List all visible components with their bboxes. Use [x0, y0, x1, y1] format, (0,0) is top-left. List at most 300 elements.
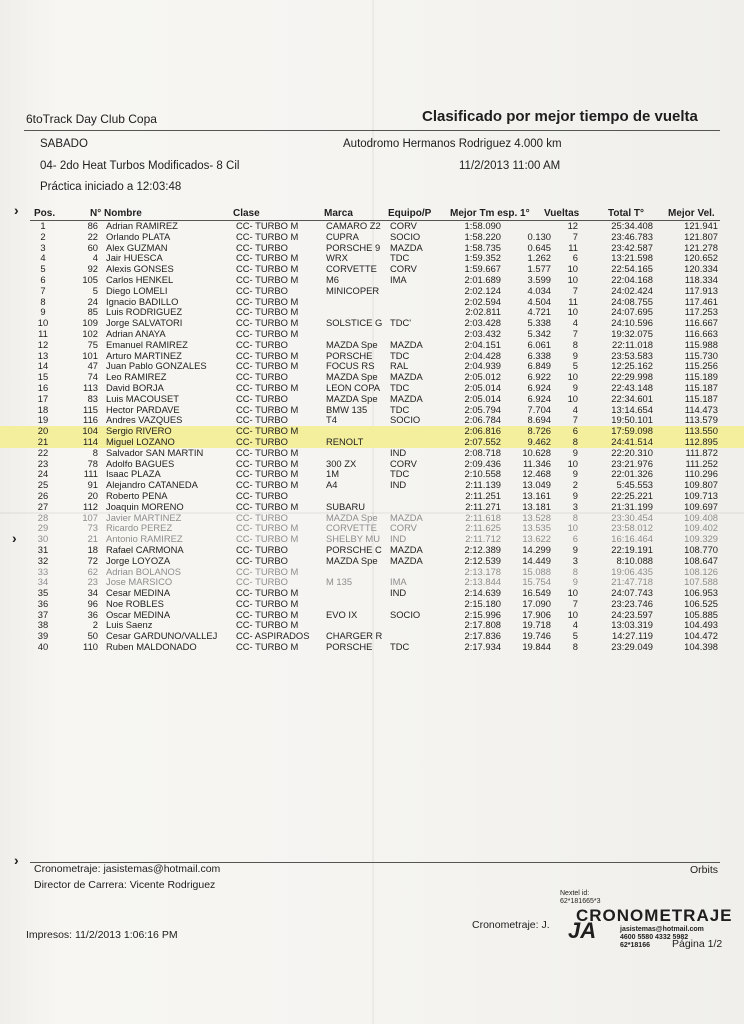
- cell-num: 105: [82, 274, 98, 285]
- cell-num: 78: [87, 458, 98, 469]
- cell-best: 2:09.436: [464, 458, 501, 469]
- cell-gap: 15.754: [522, 577, 551, 588]
- cell-pos: 9: [40, 307, 46, 318]
- cell-clase: CC- ASPIRADOS: [236, 631, 310, 642]
- cell-num: 22: [87, 231, 98, 242]
- cell-laps: 8: [572, 642, 578, 653]
- cell-clase: CC- TURBO M: [236, 328, 299, 339]
- cell-vel: 110.296: [684, 469, 718, 480]
- cell-total: 21:47.718: [611, 577, 653, 588]
- nextel-label: Nextel id:: [560, 890, 590, 897]
- cell-total: 13:14.654: [611, 404, 653, 415]
- cell-vel: 116.663: [684, 328, 718, 339]
- table-row: [0, 351, 744, 362]
- cell-name: Adolfo BAGUES: [106, 458, 175, 469]
- cell-num: 34: [87, 588, 98, 599]
- cell-best: 1:59.667: [464, 264, 501, 275]
- cell-marca: MINICOPER: [326, 285, 380, 296]
- table-row: [0, 599, 744, 610]
- cell-laps: 10: [567, 372, 578, 383]
- cell-total: 16:16.464: [611, 534, 653, 545]
- table-row: [0, 297, 744, 308]
- cell-total: 21:31.199: [611, 501, 653, 512]
- cell-num: 5: [92, 285, 98, 296]
- cell-num: 21: [87, 534, 98, 545]
- table-row: [0, 610, 744, 621]
- cell-num: 111: [83, 469, 98, 480]
- cell-name: Adrian RAMIREZ: [106, 221, 178, 231]
- cell-equipo: MAZDA: [390, 544, 423, 555]
- table-row: [0, 405, 744, 416]
- cell-gap: 0.130: [527, 231, 551, 242]
- table-row: [0, 588, 744, 599]
- cell-vel: 108.647: [684, 555, 718, 566]
- cell-num: 2: [92, 620, 98, 631]
- cell-num: 83: [87, 393, 98, 404]
- cell-name: Carlos HENKEL: [106, 274, 174, 285]
- table-row: [0, 577, 744, 588]
- table-row: [0, 534, 744, 545]
- cell-laps: 12: [567, 221, 578, 231]
- col-num-name: N° Nombre: [90, 208, 142, 219]
- cell-pos: 19: [37, 415, 49, 426]
- table-row: [0, 491, 744, 502]
- cell-pos: 25: [37, 480, 49, 491]
- cell-total: 24:41.514: [611, 436, 653, 447]
- cell-vel: 120.652: [684, 253, 718, 264]
- cell-vel: 104.493: [684, 620, 718, 631]
- cell-clase: CC- TURBO M: [236, 361, 299, 372]
- cell-name: Miguel LOZANO: [106, 436, 175, 447]
- cell-equipo: TDC: [390, 469, 410, 480]
- cell-vel: 113.579: [684, 415, 718, 426]
- cell-total: 25:34.408: [611, 221, 653, 231]
- cell-total: 14:27.119: [611, 631, 653, 642]
- cell-best: 2:12.539: [464, 555, 501, 566]
- cell-laps: 8: [572, 566, 578, 577]
- cell-total: 22:34.601: [611, 393, 653, 404]
- cell-marca: M 135: [326, 577, 353, 588]
- cell-total: 8:10.088: [616, 555, 653, 566]
- cell-vel: 115.187: [684, 393, 718, 404]
- cell-vel: 104.398: [684, 642, 718, 653]
- cell-pos: 35: [37, 588, 49, 599]
- cell-clase: CC- TURBO M: [236, 253, 299, 264]
- cell-marca: PORSCHE: [326, 642, 373, 653]
- cell-total: 22:29.998: [611, 372, 653, 383]
- cell-gap: 12.468: [522, 469, 551, 480]
- cell-num: 113: [83, 382, 98, 393]
- cell-laps: 8: [572, 339, 578, 350]
- cell-marca: PORSCHE C: [326, 544, 382, 555]
- cell-num: 24: [87, 296, 98, 307]
- table-row: [0, 221, 744, 232]
- cell-total: 22:25.221: [611, 490, 653, 501]
- cell-best: 2:12.389: [464, 544, 501, 555]
- cell-total: 22:01.326: [611, 469, 653, 480]
- cell-num: 4: [92, 253, 98, 264]
- stamp-id: 62*18166: [620, 942, 650, 949]
- cell-pos: 17: [37, 393, 49, 404]
- cell-best: 2:13.178: [464, 566, 501, 577]
- cell-marca: CHARGER R: [326, 631, 383, 642]
- cell-marca: SHELBY MU: [326, 534, 381, 545]
- cell-total: 19:50.101: [611, 415, 653, 426]
- cell-pos: 40: [37, 642, 49, 653]
- cell-clase: CC- TURBO M: [236, 447, 299, 458]
- cell-pos: 34: [37, 577, 49, 588]
- table-row: [0, 567, 744, 578]
- cell-best: 2:08.718: [464, 447, 501, 458]
- cell-name: Ruben MALDONADO: [106, 642, 197, 653]
- cell-num: 92: [87, 264, 98, 275]
- cell-name: Jose MARSICO: [106, 577, 173, 588]
- cell-vel: 111.872: [685, 447, 718, 458]
- cell-laps: 10: [567, 264, 578, 275]
- cell-best: 2:02.594: [464, 296, 501, 307]
- report-title: Clasificado por mejor tiempo de vuelta: [422, 108, 698, 125]
- cell-num: 74: [87, 372, 98, 383]
- cell-total: 5:45.553: [616, 480, 653, 491]
- table-row: [0, 620, 744, 631]
- pen-mark: ›: [12, 530, 17, 546]
- cell-equipo: MAZDA: [390, 242, 423, 253]
- cell-equipo: CORV: [390, 264, 417, 275]
- cell-laps: 9: [572, 447, 578, 458]
- table-row: [0, 329, 744, 340]
- table-row: [0, 502, 744, 513]
- cell-equipo: TDC: [390, 350, 410, 361]
- cell-gap: 13.528: [522, 512, 551, 523]
- cell-gap: 1.577: [527, 264, 551, 275]
- cell-total: 13:03.319: [611, 620, 653, 631]
- table-row: [0, 513, 744, 524]
- cell-total: 24:07.695: [611, 307, 653, 318]
- cell-gap: 19.746: [522, 631, 551, 642]
- cell-pos: 21: [37, 436, 49, 447]
- table-row: [0, 318, 744, 329]
- page-number: Página 1/2: [672, 938, 723, 950]
- cell-marca: LEON COPA: [326, 382, 381, 393]
- cell-vel: 115.988: [684, 339, 718, 350]
- cell-name: Oscar MEDINA: [106, 609, 171, 620]
- cell-gap: 9.462: [527, 436, 551, 447]
- cell-pos: 11: [38, 328, 48, 339]
- cell-clase: CC- TURBO: [236, 490, 288, 501]
- cell-gap: 7.704: [527, 404, 551, 415]
- cell-name: Alex GUZMAN: [106, 242, 168, 253]
- cell-best: 2:06.784: [464, 415, 501, 426]
- cell-clase: CC- TURBO M: [236, 480, 299, 491]
- cell-pos: 39: [37, 631, 49, 642]
- cell-best: 1:58.220: [464, 231, 501, 242]
- cell-num: 102: [82, 328, 98, 339]
- cell-best: 2:07.552: [464, 436, 501, 447]
- col-marca: Marca: [324, 208, 353, 219]
- cell-equipo: TDC: [390, 642, 410, 653]
- cell-name: Salvador SAN MARTIN: [106, 447, 204, 458]
- cell-name: Adrian BOLANOS: [106, 566, 182, 577]
- cell-num: 18: [87, 544, 98, 555]
- cell-num: 96: [87, 598, 98, 609]
- cell-vel: 112.895: [684, 436, 718, 447]
- cell-gap: 13.535: [522, 523, 551, 534]
- cell-pos: 7: [40, 285, 46, 296]
- cell-laps: 11: [568, 242, 578, 253]
- cell-marca: A4: [326, 480, 338, 491]
- cell-name: Jorge SALVATORI: [106, 318, 183, 329]
- cell-vel: 106.525: [684, 598, 718, 609]
- cell-pos: 29: [37, 523, 49, 534]
- cell-best: 2:15.996: [464, 609, 501, 620]
- cell-pos: 10: [37, 318, 49, 329]
- cell-laps: 7: [572, 231, 578, 242]
- cell-equipo: CORV: [390, 458, 417, 469]
- cell-gap: 10.628: [522, 447, 551, 458]
- cell-laps: 3: [572, 501, 578, 512]
- cell-gap: 4.721: [527, 307, 551, 318]
- cell-gap: 5.338: [527, 318, 551, 329]
- cell-best: 1:59.352: [464, 253, 501, 264]
- cell-equipo: TDC': [390, 318, 412, 329]
- cell-equipo: IND: [390, 534, 407, 545]
- cell-equipo: MAZDA: [390, 393, 423, 404]
- cell-marca: EVO IX: [326, 609, 358, 620]
- cell-pos: 37: [37, 609, 49, 620]
- cell-equipo: IMA: [390, 274, 407, 285]
- cell-vel: 108.126: [684, 566, 718, 577]
- cell-num: 36: [87, 609, 98, 620]
- header-divider: [24, 130, 720, 131]
- cell-gap: 6.924: [527, 382, 551, 393]
- cell-pos: 5: [40, 264, 46, 275]
- cell-num: 60: [87, 242, 98, 253]
- cell-vel: 117.461: [684, 296, 718, 307]
- cell-total: 17:59.098: [611, 426, 653, 437]
- cell-equipo: MAZDA: [390, 339, 423, 350]
- practice-start: Práctica iniciado a 12:03:48: [40, 181, 182, 193]
- cell-marca: FOCUS RS: [326, 361, 375, 372]
- cell-vel: 107.588: [684, 577, 718, 588]
- cell-vel: 109.807: [684, 480, 718, 491]
- cell-equipo: IND: [390, 480, 407, 491]
- table-row: [0, 264, 744, 275]
- cell-clase: CC- TURBO M: [236, 318, 299, 329]
- cell-vel: 121.807: [684, 231, 718, 242]
- cell-marca: 300 ZX: [326, 458, 357, 469]
- cell-gap: 6.849: [527, 361, 551, 372]
- cell-total: 23:29.049: [611, 642, 653, 653]
- cell-equipo: IMA: [390, 577, 407, 588]
- cell-clase: CC- TURBO M: [236, 458, 299, 469]
- col-total: Total T°: [608, 208, 645, 219]
- cell-vel: 105.885: [684, 609, 718, 620]
- cell-pos: 26: [37, 490, 49, 501]
- cell-clase: CC- TURBO: [236, 555, 288, 566]
- cell-name: Cesar MEDINA: [106, 588, 171, 599]
- cell-clase: CC- TURBO M: [236, 426, 299, 437]
- cell-marca: SOLSTICE G: [326, 318, 383, 329]
- cell-pos: 28: [37, 512, 49, 523]
- cell-marca: RENOLT: [326, 436, 364, 447]
- col-laps: Vueltas: [544, 208, 580, 219]
- cell-best: 2:11.139: [465, 480, 501, 491]
- cell-gap: 4.034: [527, 285, 551, 296]
- table-row: [0, 480, 744, 491]
- cell-marca: CORVETTE: [326, 264, 377, 275]
- cell-pos: 18: [37, 404, 49, 415]
- table-row: [0, 340, 744, 351]
- cell-total: 19:32.075: [611, 328, 653, 339]
- cell-laps: 4: [572, 404, 578, 415]
- cell-num: 112: [83, 501, 98, 512]
- cell-marca: SUBARU: [326, 501, 366, 512]
- col-pos: Pos.: [34, 208, 56, 219]
- table-row: [0, 642, 744, 653]
- table-row: [0, 415, 744, 426]
- stamp-initials: JA: [568, 918, 597, 943]
- cell-clase: CC- TURBO: [236, 285, 288, 296]
- cell-clase: CC- TURBO M: [236, 221, 299, 231]
- cell-clase: CC- TURBO: [236, 339, 288, 350]
- cell-gap: 17.090: [522, 598, 551, 609]
- cell-gap: 19.718: [522, 620, 551, 631]
- cell-pos: 38: [37, 620, 49, 631]
- cell-laps: 7: [572, 285, 578, 296]
- table-row: [0, 275, 744, 286]
- table-row: [0, 253, 744, 264]
- cell-name: Luis MACOUSET: [106, 393, 179, 404]
- cell-total: 23:42.587: [611, 242, 653, 253]
- cell-name: Luis Saenz: [106, 620, 153, 631]
- table-row: [0, 469, 744, 480]
- cell-total: 22:54.165: [611, 264, 653, 275]
- cell-laps: 7: [572, 415, 578, 426]
- cell-best: 2:11.618: [465, 512, 501, 523]
- cell-total: 12:25.162: [611, 361, 653, 372]
- table-row: [0, 631, 744, 642]
- cell-equipo: TDC: [390, 253, 410, 264]
- cell-num: 75: [87, 339, 98, 350]
- cell-clase: CC- TURBO: [236, 242, 288, 253]
- cell-name: Sergio RIVERO: [106, 426, 172, 437]
- cell-marca: MAZDA Spe: [326, 339, 378, 350]
- cell-name: Orlando PLATA: [106, 231, 171, 242]
- cell-num: 91: [87, 480, 98, 491]
- col-clase: Clase: [233, 208, 260, 219]
- cell-laps: 3: [572, 555, 578, 566]
- cell-name: Diego LOMELI: [106, 285, 168, 296]
- col-equipo: Equipo/P: [388, 208, 432, 219]
- cell-num: 23: [87, 577, 98, 588]
- timing-email: Cronometraje: jasistemas@hotmail.com: [34, 863, 221, 875]
- cell-total: 19:06.435: [611, 566, 653, 577]
- cell-marca: CUPRA: [326, 231, 359, 242]
- cell-num: 114: [83, 436, 98, 447]
- cell-pos: 20: [37, 426, 49, 437]
- cell-marca: CORVETTE: [326, 523, 377, 534]
- cell-pos: 14: [37, 361, 49, 372]
- cell-pos: 30: [37, 534, 49, 545]
- cell-marca: WRX: [326, 253, 348, 264]
- cell-clase: CC- TURBO: [236, 436, 288, 447]
- cell-pos: 12: [37, 339, 49, 350]
- cell-laps: 10: [567, 609, 578, 620]
- cell-clase: CC- TURBO M: [236, 566, 299, 577]
- cell-laps: 9: [572, 490, 578, 501]
- orbits-label: Orbits: [690, 864, 719, 876]
- cell-best: 2:01.689: [464, 274, 501, 285]
- cell-name: Alexis GONSES: [106, 264, 174, 275]
- cell-clase: CC- TURBO M: [236, 588, 299, 599]
- cell-laps: 2: [572, 480, 578, 491]
- cell-pos: 23: [37, 458, 49, 469]
- cell-total: 13:21.598: [611, 253, 653, 264]
- cell-best: 2:05.014: [464, 393, 501, 404]
- cell-laps: 11: [568, 296, 578, 307]
- cell-clase: CC- TURBO M: [236, 469, 299, 480]
- cell-name: Roberto PENA: [106, 490, 168, 501]
- cell-clase: CC- TURBO: [236, 393, 288, 404]
- table-row: [0, 545, 744, 556]
- cell-marca: M6: [326, 274, 340, 285]
- cell-vel: 115.189: [684, 372, 718, 383]
- cell-best: 2:04.939: [464, 361, 501, 372]
- cell-total: 22:11.018: [611, 339, 653, 350]
- pen-mark: ›: [14, 852, 19, 868]
- table-row: [0, 243, 744, 254]
- cell-vel: 109.697: [684, 501, 718, 512]
- cell-laps: 9: [572, 577, 578, 588]
- cell-vel: 113.550: [684, 426, 718, 437]
- cell-best: 2:06.816: [464, 426, 501, 437]
- cell-marca: MAZDA Spe: [326, 555, 378, 566]
- cell-vel: 118.334: [684, 274, 718, 285]
- col-best: Mejor Tm esp. 1°: [450, 208, 530, 219]
- cell-gap: 8.694: [527, 415, 551, 426]
- cell-name: Hector PARDAVE: [106, 404, 180, 415]
- cell-best: 2:02.811: [465, 307, 501, 318]
- cell-name: Cesar GARDUNO/VALLEJ: [106, 631, 218, 642]
- cell-num: 109: [82, 318, 98, 329]
- table-row: [0, 523, 744, 534]
- cell-equipo: RAL: [390, 361, 409, 372]
- cell-gap: 16.549: [522, 588, 551, 599]
- cell-laps: 9: [572, 382, 578, 393]
- cell-pos: 33: [37, 566, 49, 577]
- cell-clase: CC- TURBO M: [236, 350, 299, 361]
- cell-num: 47: [87, 361, 98, 372]
- cell-equipo: IND: [390, 447, 407, 458]
- printed-timestamp: Impresos: 11/2/2013 1:06:16 PM: [26, 929, 178, 941]
- cell-vel: 104.472: [684, 631, 718, 642]
- cell-num: 72: [87, 555, 98, 566]
- cell-laps: 10: [567, 458, 578, 469]
- cell-vel: 117.253: [684, 307, 718, 318]
- cell-clase: CC- TURBO M: [236, 523, 299, 534]
- cell-laps: 6: [572, 253, 578, 264]
- cell-gap: 17.906: [522, 609, 551, 620]
- table-row: [0, 372, 744, 383]
- circuit-label: Autodromo Hermanos Rodriguez 4.000 km: [343, 138, 562, 150]
- cell-vel: 114.473: [684, 404, 718, 415]
- cell-pos: 6: [40, 274, 46, 285]
- cell-best: 2:04.428: [464, 350, 501, 361]
- cell-vel: 115.730: [684, 350, 718, 361]
- cell-total: 23:53.583: [611, 350, 653, 361]
- cell-vel: 108.770: [684, 544, 718, 555]
- cell-name: Adrian ANAYA: [106, 328, 166, 339]
